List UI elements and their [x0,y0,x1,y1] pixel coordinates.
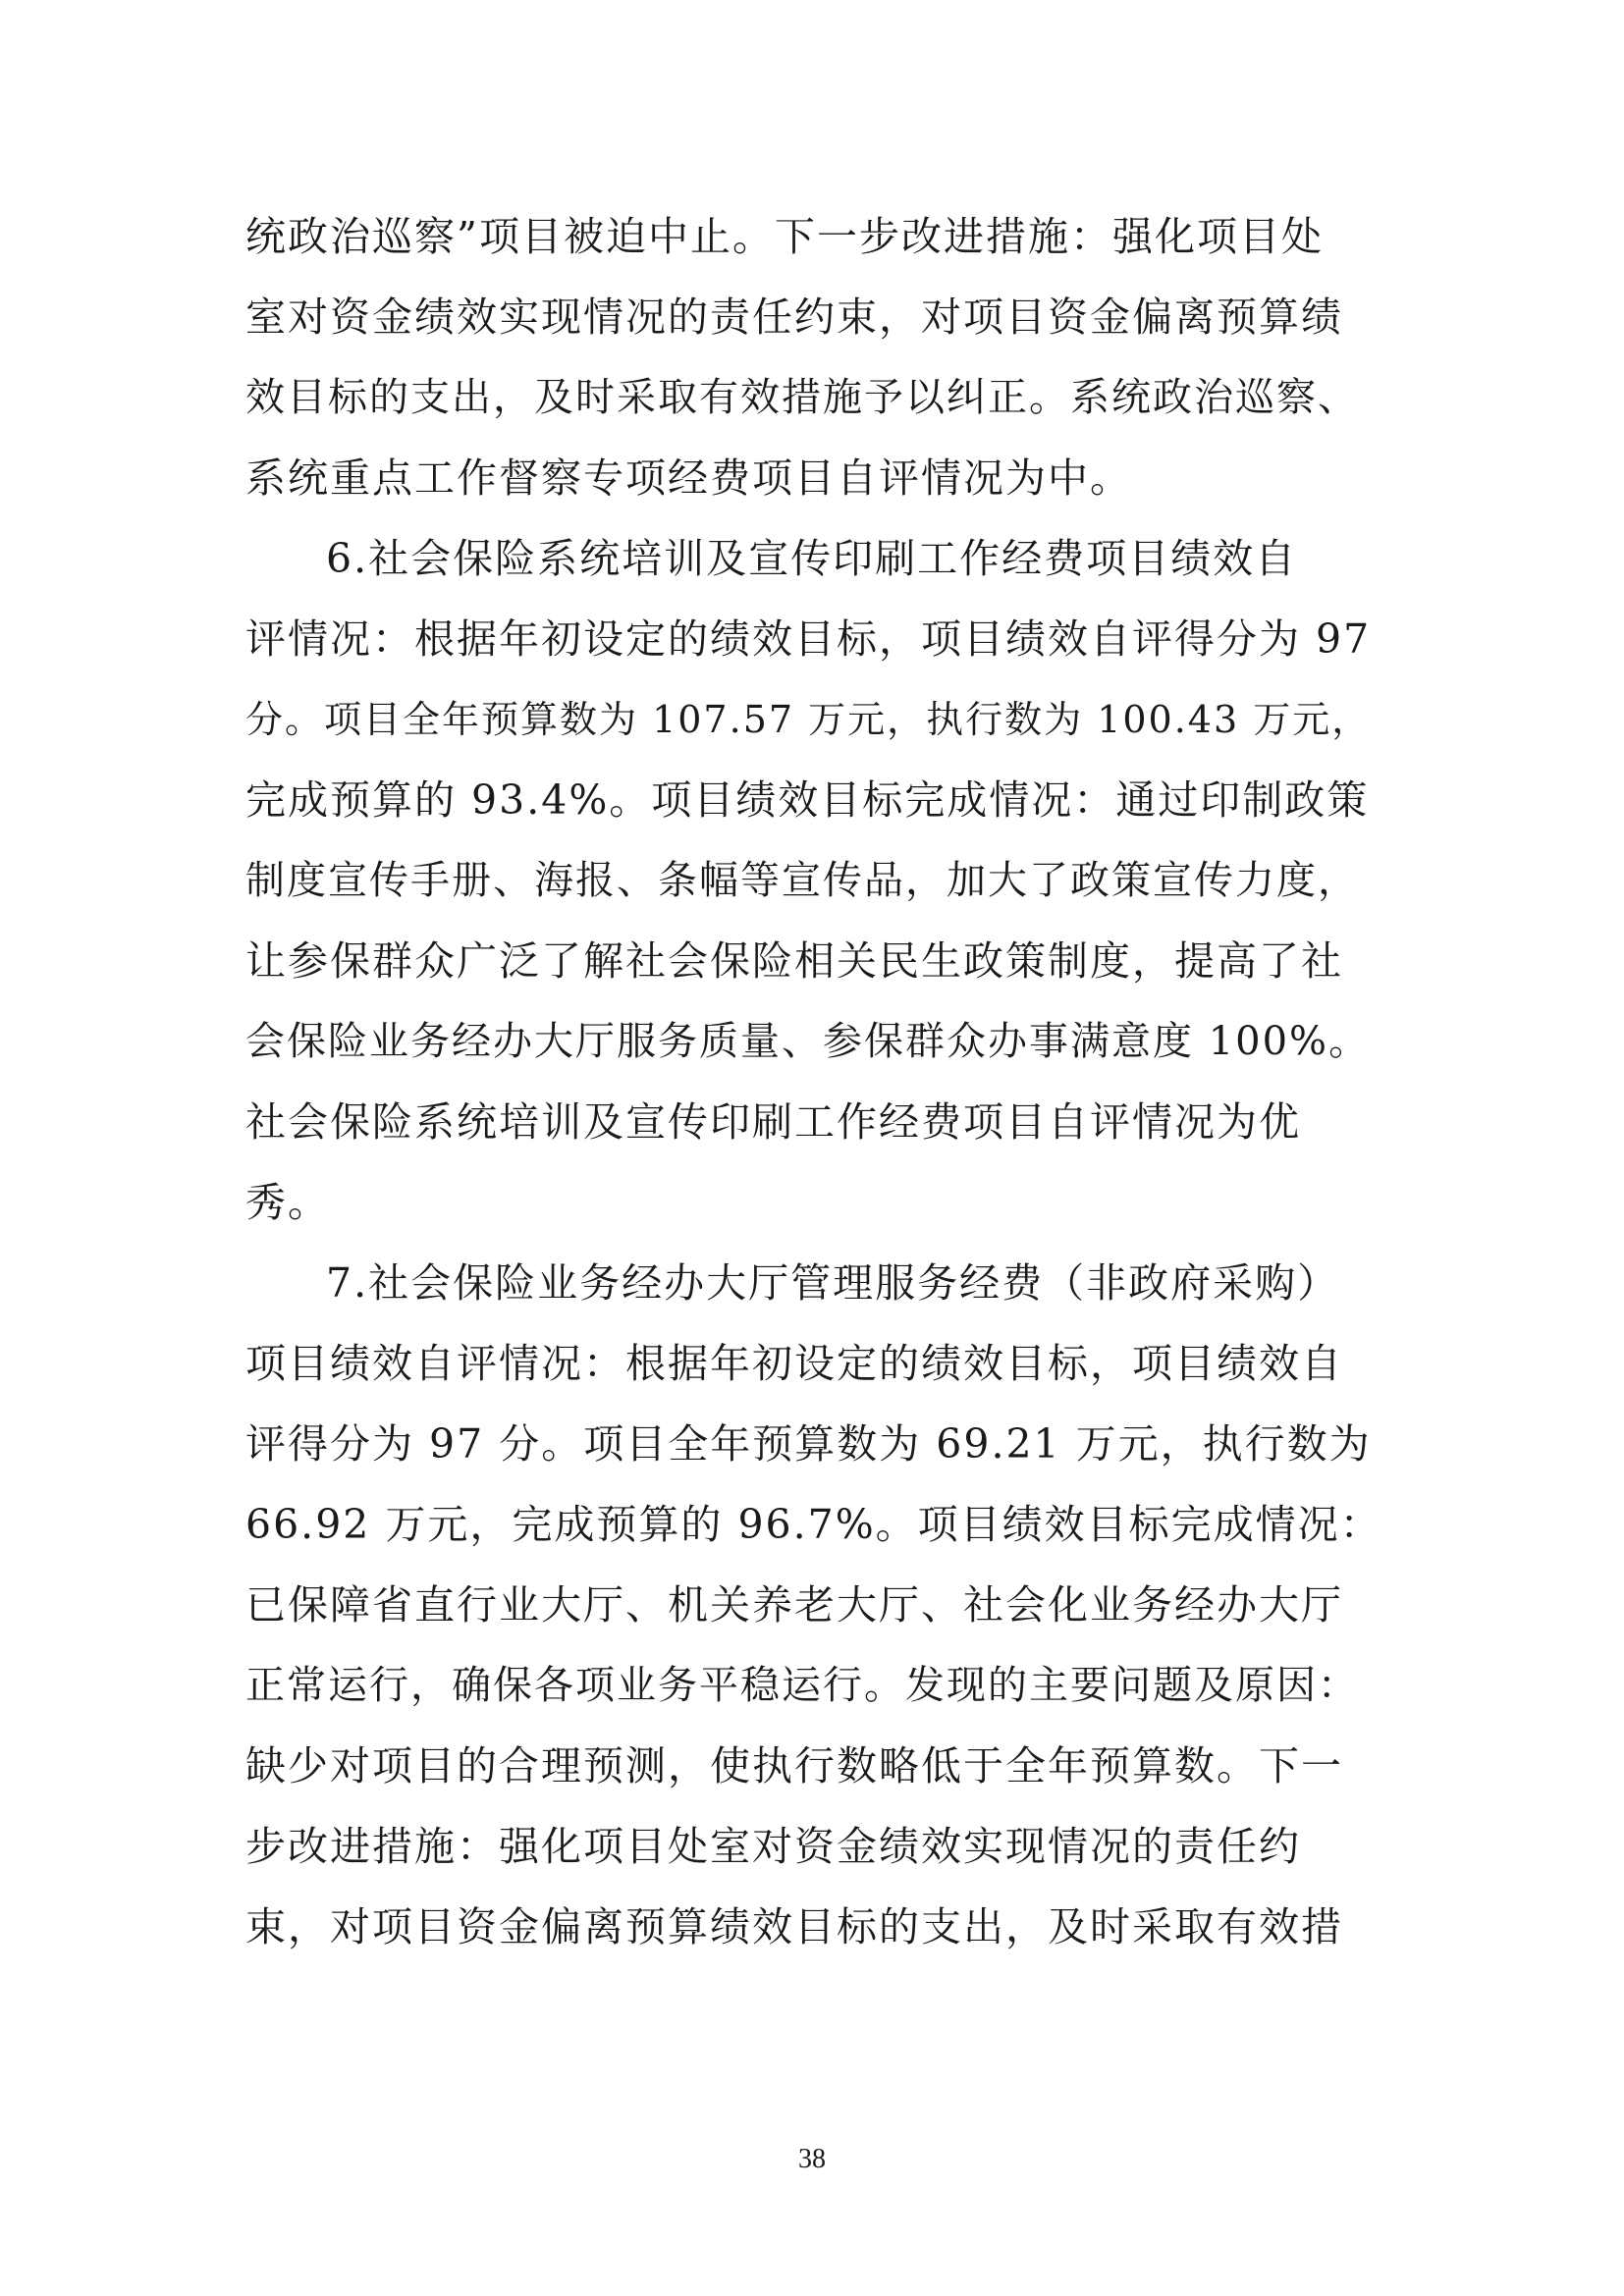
text-line: 束，对项目资金偏离预算绩效目标的支出，及时采取有效措 [245,1903,1343,1950]
text-line: 评情况：根据年初设定的绩效目标，项目绩效自评得分为 97 [245,615,1372,663]
text-line: 效目标的支出，及时采取有效措施予以纠正。系统政治巡察、 [245,375,1359,420]
text-line: 系统重点工作督察专项经费项目自评情况为中。 [245,454,1132,502]
text-line: 正常运行，确保各项业务平稳运行。发现的主要问题及原因： [245,1663,1359,1708]
text-line: 统政治巡察”项目被迫中止。下一步改进措施：强化项目处 [245,213,1324,260]
text-line: 评得分为 97 分。项目全年预算数为 69.21 万元，执行数为 [245,1420,1372,1468]
text-line: 步改进措施：强化项目处室对资金绩效实现情况的责任约 [245,1823,1301,1870]
page-number: 38 [798,2144,826,2174]
text-line: 室对资金绩效实现情况的责任约束，对项目资金偏离预算绩 [245,294,1343,341]
text-line: 社会保险系统培训及宣传印刷工作经费项目自评情况为优 [245,1098,1301,1146]
text-line: 让参保群众广泛了解社会保险相关民生政策制度，提高了社 [245,937,1343,985]
text-line: 项目绩效自评情况：根据年初设定的绩效目标，项目绩效自 [245,1340,1343,1387]
text-line: 会保险业务经办大厅服务质量、参保群众办事满意度 100%。 [245,1019,1371,1064]
paragraph-7-start: 7.社会保险业务经办大厅管理服务经费（非政府采购） [326,1259,1340,1307]
text-line: 缺少对项目的合理预测，使执行数略低于全年预算数。下一 [245,1742,1343,1789]
text-line: 制度宣传手册、海报、条幅等宣传品，加大了政策宣传力度， [245,858,1359,903]
text-line: 分。项目全年预算数为 107.57 万元，执行数为 100.43 万元， [245,698,1372,741]
text-line: 已保障省直行业大厅、机关养老大厅、社会化业务经办大厅 [245,1581,1343,1629]
body-text [245,196,1384,1967]
paragraph-6-start: 6.社会保险系统培训及宣传印刷工作经费项目绩效自 [326,535,1298,582]
text-line: 秀。 [245,1179,330,1226]
text-line: 66.92 万元，完成预算的 96.7%。项目绩效目标完成情况： [245,1501,1382,1548]
text-line: 完成预算的 93.4%。项目绩效目标完成情况：通过印制政策 [245,776,1370,824]
